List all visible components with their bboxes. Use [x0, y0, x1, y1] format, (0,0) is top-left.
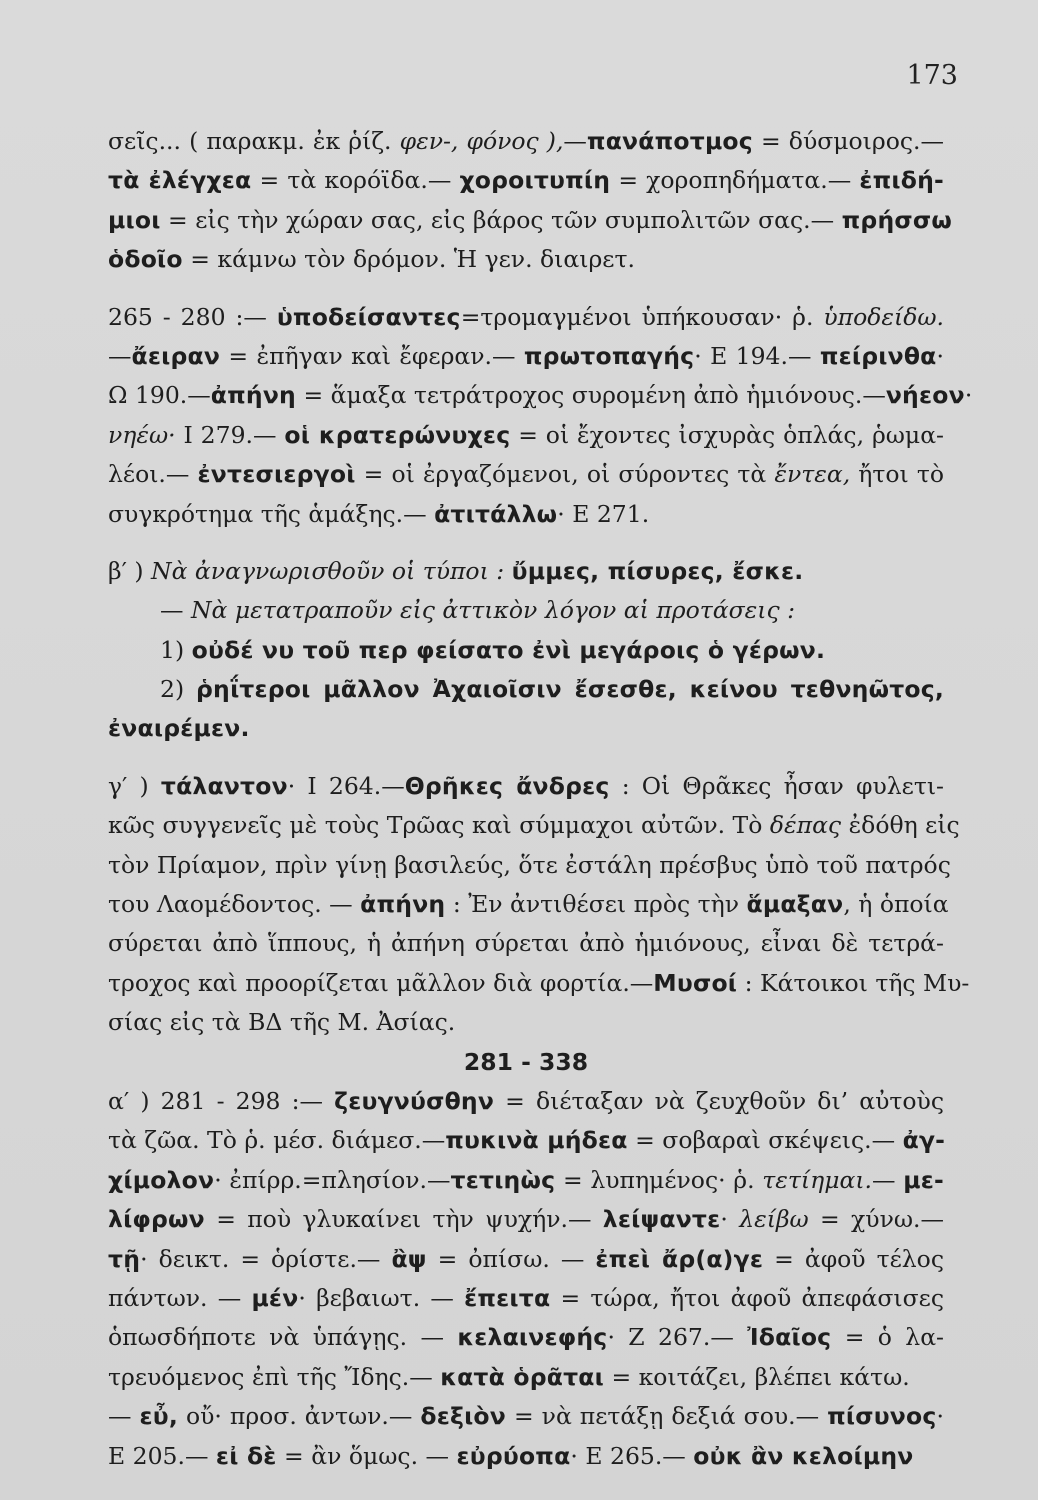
bold-term: ἐπεὶ ἄρ(α)γε	[595, 1244, 764, 1273]
text-run: : Κάτοικοι τῆς Μυ-	[737, 968, 970, 997]
bold-term: κελαινεφής	[457, 1323, 608, 1352]
bold-term: με-	[903, 1165, 944, 1194]
text-line	[108, 1161, 944, 1200]
text-line	[108, 201, 953, 240]
bold-term: οἱ κρατερώνυχες	[284, 420, 511, 449]
text-run: α′ ) 281 - 298 :—	[108, 1086, 335, 1115]
bold-term: ὁδοῖο	[108, 245, 183, 274]
text-run: · ἐπίρρ.=πλησίον.—	[214, 1165, 451, 1194]
bold-term: ὔμμες, πίσυρες, ἔσκε.	[511, 556, 804, 585]
italic-term: ὑποδείδω.	[823, 302, 944, 331]
text-line	[108, 591, 944, 630]
text-run: · Ζ 267.—	[607, 1323, 748, 1352]
text-run: · Ι 264.—	[287, 771, 405, 800]
bold-term: οὐκ ἂν κελοίμην	[693, 1441, 914, 1470]
bold-term: μιοι	[108, 205, 161, 234]
bold-term: Μυσοί	[653, 968, 738, 997]
text-run: σύρεται ἀπὸ ἵππους, ἡ ἀπήνη σύρεται ἀπὸ ἡμιόνους, εἶναι δὲ τετρά-	[108, 929, 944, 958]
text-run: = ποὺ γλυκαίνει τὴν ψυχήν.—	[204, 1205, 603, 1234]
bold-term: ὑποδείσαντες	[276, 302, 461, 331]
text-line	[108, 552, 944, 591]
text-run: = ἅμαξα τετράτροχος συρομένη ἀπὸ ἡμιόνους.—	[295, 381, 886, 410]
text-run: = κοιτάζει, βλέπει κάτω.	[603, 1362, 910, 1391]
text-run: του Λαομέδοντος. —	[108, 890, 361, 919]
bold-term: ἄειραν	[131, 341, 221, 370]
italic-term: Νὰ ἀναγνωρισθοῦν οἱ τύποι :	[151, 556, 505, 585]
text-line	[108, 1082, 944, 1121]
italic-term: φεν-, φόνος ),	[399, 127, 564, 155]
italic-term: ἔντεα,	[774, 460, 851, 489]
text-run: ·	[936, 1402, 944, 1431]
text-run: 2)	[160, 675, 196, 704]
bold-term: πίσυνος	[827, 1402, 937, 1431]
text-run: σίας εἰς τὰ ΒΔ τῆς Μ. Ἀσίας.	[108, 1008, 456, 1037]
text-run: τὰ ζῶα. Τὸ ῥ. μέσ. διάμεσ.—	[108, 1126, 446, 1155]
text-line	[108, 924, 944, 963]
text-run: = ἐπῆγαν καὶ ἔφεραν.—	[220, 341, 524, 370]
text-run: ·	[720, 1205, 740, 1234]
text-run: = οἱ ἔχοντες ἰσχυρὰς ὁπλάς, ῥωμα-	[510, 420, 945, 449]
text-run: οὔ· προσ. ἀντων.—	[177, 1402, 421, 1431]
bold-term: πρήσσω	[841, 205, 953, 234]
bold-term: ἀγ-	[902, 1126, 946, 1155]
text-line	[108, 1240, 944, 1279]
bold-term: δεξιὸν	[420, 1402, 506, 1431]
text-run: = τὰ κορόϊδα.—	[251, 166, 460, 195]
text-run: —	[160, 596, 191, 625]
text-run: τρευόμενος ἐπὶ τῆς Ἴδης.—	[108, 1362, 441, 1391]
paragraph-gap	[108, 280, 944, 298]
text-run: πάντων. —	[108, 1283, 252, 1312]
body-text	[108, 122, 973, 1476]
italic-term: δέπας	[769, 811, 842, 840]
text-run: Ι 279.—	[175, 420, 285, 449]
page-number: 173	[906, 60, 958, 91]
italic-term: τετίημαι.	[762, 1165, 873, 1194]
bold-term: εὐρύοπα	[456, 1441, 571, 1470]
text-run: = σοβαραὶ σκέψεις.—	[627, 1126, 903, 1155]
text-run: κῶς συγγενεῖς μὲ τοὺς Τρῶας καὶ σύμμαχοι αὐτῶν. Τὸ	[108, 811, 770, 840]
text-line	[108, 709, 944, 748]
bold-term: χίμολον	[108, 1165, 215, 1194]
bold-term: πυκινὰ μήδεα	[445, 1126, 628, 1155]
text-line	[108, 885, 949, 924]
text-line	[108, 376, 973, 415]
text-run: = ἀφοῦ τέλος	[763, 1244, 944, 1273]
bold-term: τετιηὼς	[450, 1165, 556, 1194]
text-run: 281 - 338	[463, 1047, 589, 1076]
bold-term: ζευγνύσθην	[334, 1086, 495, 1115]
bold-term: λίφρων	[108, 1205, 205, 1234]
text-run: · βεβαιωτ. —	[298, 1283, 465, 1312]
text-line	[108, 670, 944, 709]
bold-term: ῥηΐτεροι μᾶλλον Ἀχαιοῖσιν ἔσεσθε, κείνου τεθνηῶτος,	[196, 675, 944, 704]
bold-term: ἅμαξαν	[746, 890, 844, 919]
text-run: Ε 205.—	[108, 1441, 216, 1470]
bold-term: ἂψ	[391, 1244, 427, 1273]
text-run: =τρομαγμένοι ὑπήκουσαν· ῥ.	[460, 302, 824, 331]
text-run: · Ε 271.	[557, 499, 650, 528]
text-run: 1)	[160, 635, 192, 664]
text-line	[108, 416, 944, 455]
text-line	[108, 495, 944, 534]
text-run: σεῖς... ( παρακμ. ἐκ ῥίζ.	[108, 127, 400, 155]
bold-term: πρωτοπαγής	[523, 341, 695, 370]
text-line	[108, 337, 944, 376]
bold-term: ἀτιτάλλω	[434, 499, 558, 528]
bold-term: ἔπειτα	[464, 1283, 551, 1312]
text-run: · Ε 265.—	[570, 1441, 694, 1470]
bold-term: τὰ ἐλέγχεα	[108, 166, 252, 195]
bold-term: νήεον	[885, 381, 965, 410]
text-line	[108, 806, 960, 845]
text-line	[108, 964, 970, 1003]
text-line	[108, 1397, 944, 1436]
bold-term: ἐντεσιεργοὶ	[197, 460, 356, 489]
text-run: —	[563, 127, 587, 155]
italic-term: Νὰ μετατραποῦν εἰς ἀττικὸν λόγον αἱ προτάσεις :	[190, 596, 796, 625]
paragraph-gap	[108, 534, 944, 552]
text-run: : Οἱ Θρᾶκες ἦσαν φυλετι-	[609, 771, 944, 800]
bold-term: κατὰ ὁρᾶται	[440, 1362, 604, 1391]
italic-term: νηέω·	[108, 420, 176, 449]
text-line	[108, 1003, 944, 1042]
text-run: 265 - 280 :—	[108, 302, 277, 331]
text-run: Ω 190.—	[108, 381, 211, 410]
bold-term: ἀπήνη	[210, 381, 296, 410]
bold-term: εἰ δὲ	[215, 1441, 277, 1470]
text-line	[108, 240, 944, 279]
text-line	[108, 455, 944, 494]
text-run: = λυπημένος· ῥ.	[555, 1165, 763, 1194]
text-run: = ἂν ὅμως. —	[276, 1441, 457, 1470]
text-run	[504, 557, 511, 585]
bold-term: τῇ	[108, 1244, 141, 1273]
text-line	[108, 1437, 944, 1476]
text-run: = χοροπηδήματα.—	[610, 166, 860, 195]
bold-term: χοροιτυπίη	[459, 166, 611, 195]
text-line	[108, 1358, 944, 1397]
text-line	[108, 846, 951, 885]
text-run: : Ἐν ἀντιθέσει πρὸς τὴν	[445, 890, 747, 919]
text-line	[108, 161, 944, 200]
text-run: συγκρότημα τῆς ἁμάξης.—	[108, 499, 435, 528]
text-run: β′ )	[108, 556, 152, 585]
text-run: = ὀπίσω. —	[426, 1244, 596, 1273]
text-run: ἤτοι τὸ	[850, 460, 944, 489]
bold-term: ἐπιδή-	[859, 166, 945, 195]
bold-term: Θρῆκες ἄνδρες	[404, 771, 610, 800]
text-run: = χύνω.—	[808, 1205, 944, 1234]
text-line	[108, 1318, 944, 1357]
text-run: ὁπωσδήποτε νὰ ὑπάγῃς. —	[108, 1323, 458, 1352]
bold-term: οὐδέ νυ τοῦ περ φείσατο ἐνὶ μεγάροις ὁ γέρων.	[191, 635, 826, 664]
text-run: γ′ )	[108, 771, 161, 800]
bold-term: ἐναιρέμεν.	[108, 714, 250, 743]
text-run: ·	[936, 341, 945, 370]
text-line	[108, 767, 944, 806]
text-run: = δύσμοιρος.—	[752, 127, 944, 155]
bold-term: λείψαντε	[602, 1205, 721, 1234]
text-line	[108, 1043, 944, 1082]
text-run: · Ε 194.—	[694, 341, 820, 370]
text-line	[108, 1200, 944, 1239]
bold-term: πανάποτμος	[586, 127, 753, 155]
text-run: = οἱ ἐργαζόμενοι, οἱ σύροντες τὰ	[355, 460, 775, 489]
text-run: = κάμνω τὸν δρόμον. Ἡ γεν. διαιρετ.	[182, 245, 635, 274]
italic-term: λείβω	[739, 1205, 809, 1234]
text-run: λέοι.—	[108, 460, 198, 489]
bold-term: εὖ,	[139, 1402, 178, 1431]
text-run: = διέταξαν νὰ ζευχθοῦν δι’ αὐτοὺς	[494, 1086, 945, 1115]
text-run: ἐδόθη εἰς	[841, 811, 960, 840]
bold-term: μέν	[251, 1283, 299, 1312]
text-run: = τώρα, ἤτοι ἀφοῦ ἀπεφάσισες	[550, 1283, 944, 1312]
text-run: = ὁ λα-	[831, 1323, 945, 1352]
text-run: = νὰ πετάξῃ δεξιά σου.—	[505, 1402, 828, 1431]
text-run: —	[872, 1165, 904, 1194]
bold-term: ἀπήνη	[360, 890, 446, 919]
text-run: —	[108, 1402, 140, 1431]
bold-term: Ἰδαῖος	[747, 1323, 832, 1352]
bold-term: τάλαντον	[160, 771, 288, 800]
paragraph-gap	[108, 749, 944, 767]
text-run: · δεικτ. = ὁρίστε.—	[140, 1244, 392, 1273]
text-line	[108, 122, 944, 161]
text-line	[108, 631, 944, 670]
text-run: τὸν Πρίαμον, πρὶν γίνῃ βασιλεύς, ὅτε ἐστάλη πρέσβυς ὑπὸ τοῦ πατρός	[108, 850, 951, 879]
text-line	[108, 298, 944, 337]
text-run: ·	[964, 381, 973, 410]
text-run: τροχος καὶ προορίζεται μᾶλλον διὰ φορτία.—	[108, 968, 654, 997]
text-run: , ἡ ὁποία	[843, 890, 949, 919]
text-run: —	[108, 341, 132, 370]
text-run: = εἰς τὴν χώραν σας, εἰς βάρος τῶν συμπολιτῶν σας.—	[160, 205, 842, 234]
bold-term: πείρινθα	[819, 341, 937, 370]
text-line	[108, 1279, 944, 1318]
text-line	[108, 1121, 944, 1160]
